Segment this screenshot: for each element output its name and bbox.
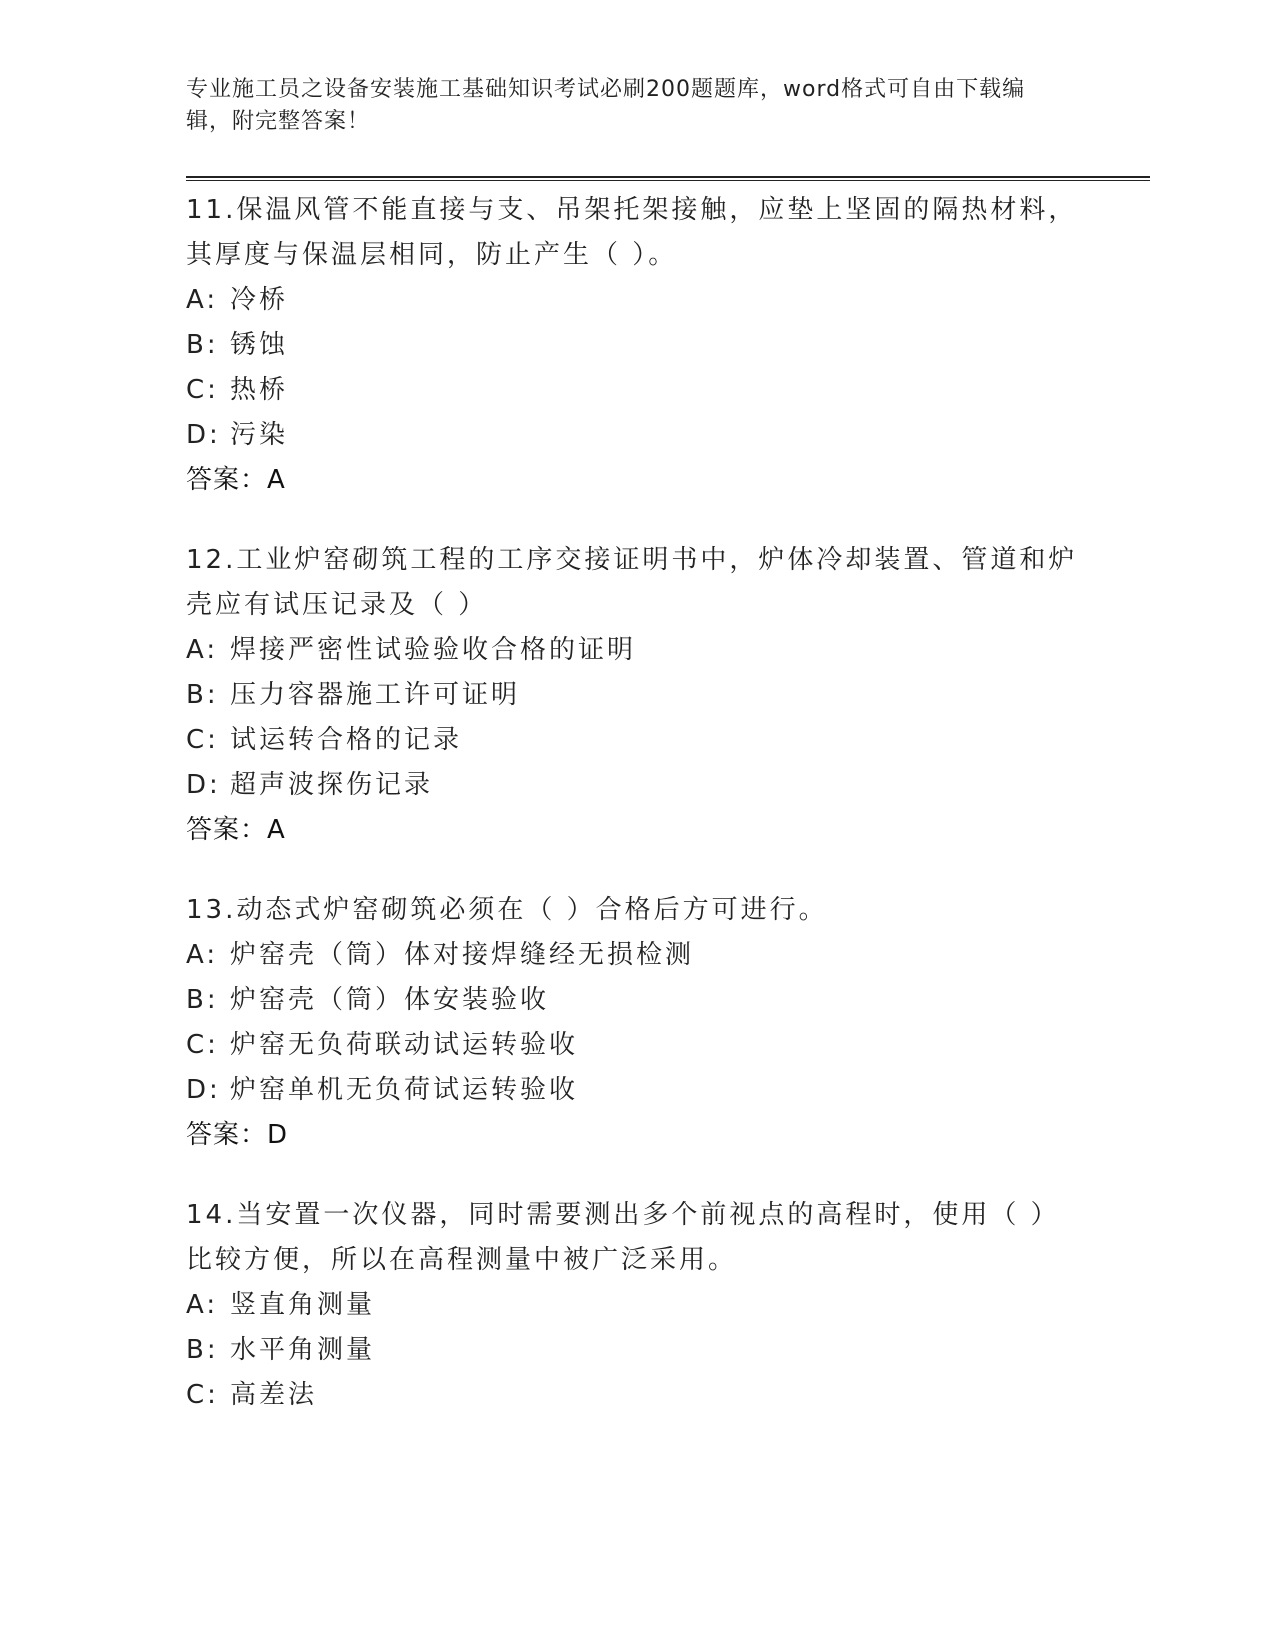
option-letter: A:	[186, 1290, 219, 1320]
option-letter: B:	[186, 680, 219, 710]
option-letter: D:	[186, 420, 221, 450]
option-b	[186, 1328, 1086, 1373]
option-letter: D:	[186, 1075, 221, 1105]
option-text: 炉窑无负荷联动试运转验收	[230, 1030, 579, 1060]
option-text: 水平角测量	[230, 1335, 376, 1365]
option-b	[186, 323, 1086, 368]
option-d	[186, 1068, 1086, 1113]
question-13	[186, 888, 1086, 1158]
option-text: 试运转合格的记录	[230, 725, 463, 755]
option-text: 热桥	[230, 375, 289, 405]
option-text: 竖直角测量	[230, 1290, 376, 1320]
option-c	[186, 718, 1086, 763]
option-a	[186, 1283, 1086, 1328]
option-b	[186, 673, 1086, 718]
answer-line: 答案：A	[186, 465, 286, 495]
option-d	[186, 413, 1086, 458]
option-letter: B:	[186, 1335, 219, 1365]
option-letter: C:	[186, 1380, 219, 1410]
answer-line: 答案：D	[186, 1120, 289, 1150]
option-a	[186, 628, 1086, 673]
header-divider	[186, 176, 1150, 181]
option-letter: C:	[186, 375, 219, 405]
option-text: 焊接严密性试验验收合格的证明	[230, 635, 637, 665]
question-text: 14.当安置一次仪器，同时需要测出多个前视点的高程时，使用（ ）比较方便，所以在高程测量中被广泛采用。	[186, 1200, 1060, 1275]
question-text: 11.保温风管不能直接与支、吊架托架接触，应垫上坚固的隔热材料，其厚度与保温层相同，防止产生（ ）。	[186, 195, 1078, 270]
option-text: 冷桥	[230, 285, 289, 315]
option-text: 炉窑单机无负荷试运转验收	[230, 1075, 579, 1105]
option-letter: B:	[186, 985, 219, 1015]
option-text: 压力容器施工许可证明	[230, 680, 521, 710]
option-d	[186, 763, 1086, 808]
option-letter: C:	[186, 725, 219, 755]
option-letter: C:	[186, 1030, 219, 1060]
option-letter: A:	[186, 285, 219, 315]
option-c	[186, 1373, 1086, 1418]
answer-line: 答案：A	[186, 815, 286, 845]
question-text: 12.工业炉窑砌筑工程的工序交接证明书中，炉体冷却装置、管道和炉壳应有试压记录及（ ）	[186, 545, 1078, 620]
question-text: 13.动态式炉窑砌筑必须在（ ）合格后方可进行。	[186, 895, 828, 925]
option-text: 炉窑壳（筒）体安装验收	[230, 985, 550, 1015]
question-12	[186, 538, 1086, 853]
option-a	[186, 278, 1086, 323]
question-11	[186, 188, 1086, 503]
option-text: 高差法	[230, 1380, 318, 1410]
option-letter: A:	[186, 635, 219, 665]
option-c	[186, 1023, 1086, 1068]
option-letter: A:	[186, 940, 219, 970]
option-a	[186, 933, 1086, 978]
option-text: 污染	[230, 420, 289, 450]
option-b	[186, 978, 1086, 1023]
document-header: 专业施工员之设备安装施工基础知识考试必刷200题题库，word格式可自由下载编辑，附完整答案！	[186, 77, 1026, 134]
option-text: 锈蚀	[230, 330, 289, 360]
option-text: 超声波探伤记录	[230, 770, 434, 800]
question-14	[186, 1193, 1086, 1418]
option-c	[186, 368, 1086, 413]
option-letter: D:	[186, 770, 221, 800]
option-letter: B:	[186, 330, 219, 360]
option-text: 炉窑壳（筒）体对接焊缝经无损检测	[230, 940, 695, 970]
question-list	[186, 188, 1086, 1453]
